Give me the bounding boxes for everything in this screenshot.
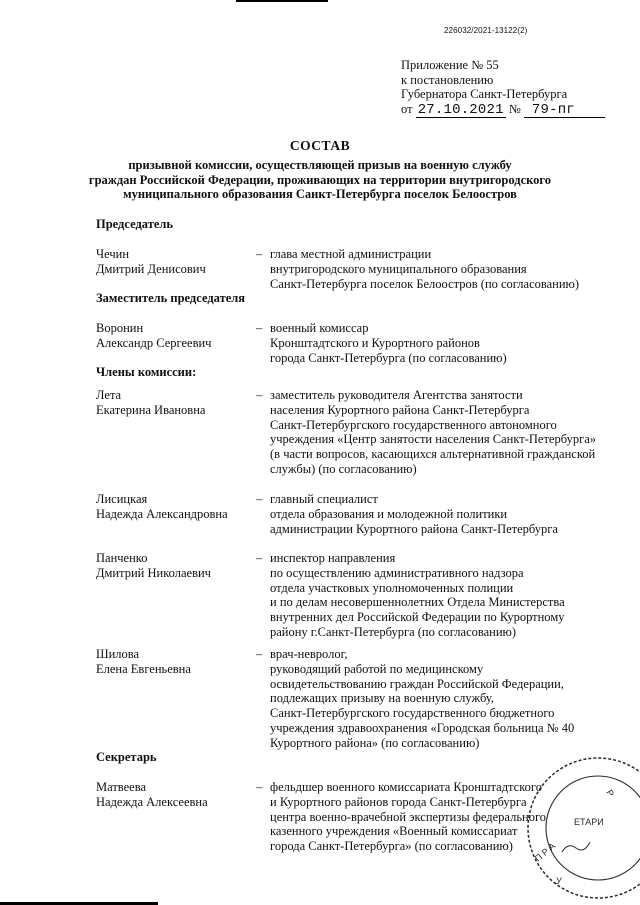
position-line: учреждения здравоохранения «Городская больница № 40	[270, 720, 575, 735]
position-line: военный комиссар	[270, 321, 369, 335]
position-line: подлежащих призыву на военную службу,	[270, 691, 494, 706]
entry-deputy	[96, 321, 626, 367]
signature-stroke	[562, 842, 590, 852]
given-names: Дмитрий Денисович	[96, 261, 206, 276]
section-members: Члены комиссии:	[96, 365, 197, 379]
dash: –	[256, 321, 263, 335]
surname: Матвеева	[96, 780, 147, 794]
position-line: врач-невролог,	[270, 647, 348, 661]
document-number: 226032/2021-13122(2)	[444, 26, 528, 35]
entry-member-4	[96, 647, 626, 753]
entry-chairman	[96, 247, 626, 293]
given-names: Елена Евгеньевна	[96, 661, 191, 676]
top-rule	[236, 0, 328, 2]
surname: Панченко	[96, 551, 148, 565]
surname: Лисицкая	[96, 492, 148, 506]
position-description	[270, 551, 630, 640]
given-names: Александр Сергеевич	[96, 335, 212, 350]
resolution-date: 27.10.2021	[417, 101, 504, 118]
official-seal-stamp	[500, 752, 640, 902]
appendix-line-2: к постановлению	[401, 72, 494, 87]
given-names: Надежда Алексеевна	[96, 794, 208, 809]
section-secretary: Секретарь	[96, 750, 157, 764]
position-line: по осуществлению административного надзора	[270, 565, 524, 580]
person-name	[96, 247, 256, 277]
person-name	[96, 388, 256, 418]
position-line: освидетельствованию граждан Российской Федерации,	[270, 676, 564, 691]
person-name	[96, 780, 256, 810]
seal-text: У	[556, 876, 562, 886]
appendix-block	[401, 58, 605, 118]
dash: –	[256, 647, 263, 661]
surname: Шилова	[96, 647, 140, 661]
position-line: руководящий работой по медицинскому	[270, 661, 484, 676]
entry-member-2	[96, 492, 626, 538]
position-line: Курортного района» (по согласованию)	[270, 735, 480, 750]
position-line: и по делам несовершеннолетних Отдела Министерства	[270, 595, 565, 610]
dash: –	[256, 388, 263, 402]
position-line: глава местной администрации	[270, 247, 432, 261]
position-line: города Санкт-Петербурга» (по согласованию)	[270, 839, 513, 854]
position-line: инспектор направления	[270, 551, 396, 565]
position-line: главный специалист	[270, 492, 378, 506]
position-line: внутригородского муниципального образования	[270, 261, 527, 276]
dash: –	[256, 551, 263, 565]
position-description	[270, 247, 630, 291]
surname: Лета	[96, 388, 122, 402]
position-description	[270, 388, 630, 477]
seal-graphic	[500, 752, 640, 902]
appendix-date-row	[401, 102, 605, 118]
given-names: Дмитрий Николаевич	[96, 565, 211, 580]
entry-member-3	[96, 551, 626, 641]
document-title: СОСТАВ	[289, 138, 351, 153]
dash: –	[256, 247, 263, 261]
dash: –	[256, 492, 263, 506]
section-deputy: Заместитель председателя	[96, 291, 246, 305]
seal-text: ЕТАРИ	[574, 817, 604, 827]
subtitle-line-2: граждан Российской Федерации, проживающих на территории внутригородского	[88, 172, 552, 187]
position-description	[270, 321, 630, 365]
position-line: службы) (по согласованию)	[270, 461, 417, 476]
seal-text: Р	[604, 788, 616, 799]
position-line: и Курортного районов города Санкт-Петербурга	[270, 794, 527, 809]
position-line: администрации Курортного района Санкт-Петербурга	[270, 521, 558, 536]
person-name	[96, 321, 256, 351]
position-line: Санкт-Петербургского государственного бюджетного	[270, 706, 555, 721]
subtitle-line-3: муниципального образования Санкт-Петербурга поселок Белоостров	[123, 187, 517, 202]
dash: –	[256, 780, 263, 794]
position-line: Санкт-Петербургского государственного автономного	[270, 417, 557, 432]
position-line: отдела образования и молодежной политики	[270, 506, 508, 521]
from-label: от	[401, 101, 413, 116]
appendix-line-3: Губернатора Санкт-Петербурга	[401, 87, 568, 102]
position-line: города Санкт-Петербурга (по согласованию)	[270, 350, 507, 365]
appendix-line-1: Приложение № 55	[401, 58, 499, 72]
section-chairman: Председатель	[96, 217, 174, 231]
person-name	[96, 551, 256, 581]
position-line: казенного учреждения «Военный комиссариат	[270, 824, 518, 839]
person-name	[96, 647, 256, 677]
given-names: Екатерина Ивановна	[96, 402, 206, 417]
surname: Воронин	[96, 321, 144, 335]
position-line: внутренних дел Российской Федерации по Курортному	[270, 610, 565, 625]
position-line: (в части вопросов, касающихся альтернативной гражданской	[270, 447, 596, 462]
given-names: Надежда Александровна	[96, 506, 228, 521]
position-line: отдела участковых уполномоченных полиции	[270, 580, 514, 595]
surname: Чечин	[96, 247, 130, 261]
position-description	[270, 647, 630, 751]
position-line: населения Курортного района Санкт-Петербурга	[270, 402, 530, 417]
position-line: заместитель руководителя Агентства занятости	[270, 388, 523, 402]
entry-member-1	[96, 388, 626, 478]
number-sign: №	[508, 101, 521, 116]
position-line: фельдшер военного комиссариата Кронштадтского	[270, 780, 542, 794]
position-line: центра военно-врачебной экспертизы федерального	[270, 809, 547, 824]
subtitle-line-1: призывной комиссии, осуществляющей призыв на военную службу	[128, 158, 512, 172]
position-line: Кронштадтского и Курортного районов	[270, 335, 480, 350]
person-name	[96, 492, 256, 522]
position-line: Санкт-Петербурга поселок Белоостров (по согласованию)	[270, 276, 580, 291]
document-subtitle	[0, 158, 640, 202]
position-line: учреждения «Центр занятости населения Санкт-Петербурга»	[270, 432, 597, 447]
seal-text: П Р А	[532, 840, 558, 864]
position-description	[270, 492, 630, 536]
resolution-number: 79-пг	[524, 104, 605, 118]
position-line: району г.Санкт-Петербурга (по согласованию)	[270, 624, 517, 639]
